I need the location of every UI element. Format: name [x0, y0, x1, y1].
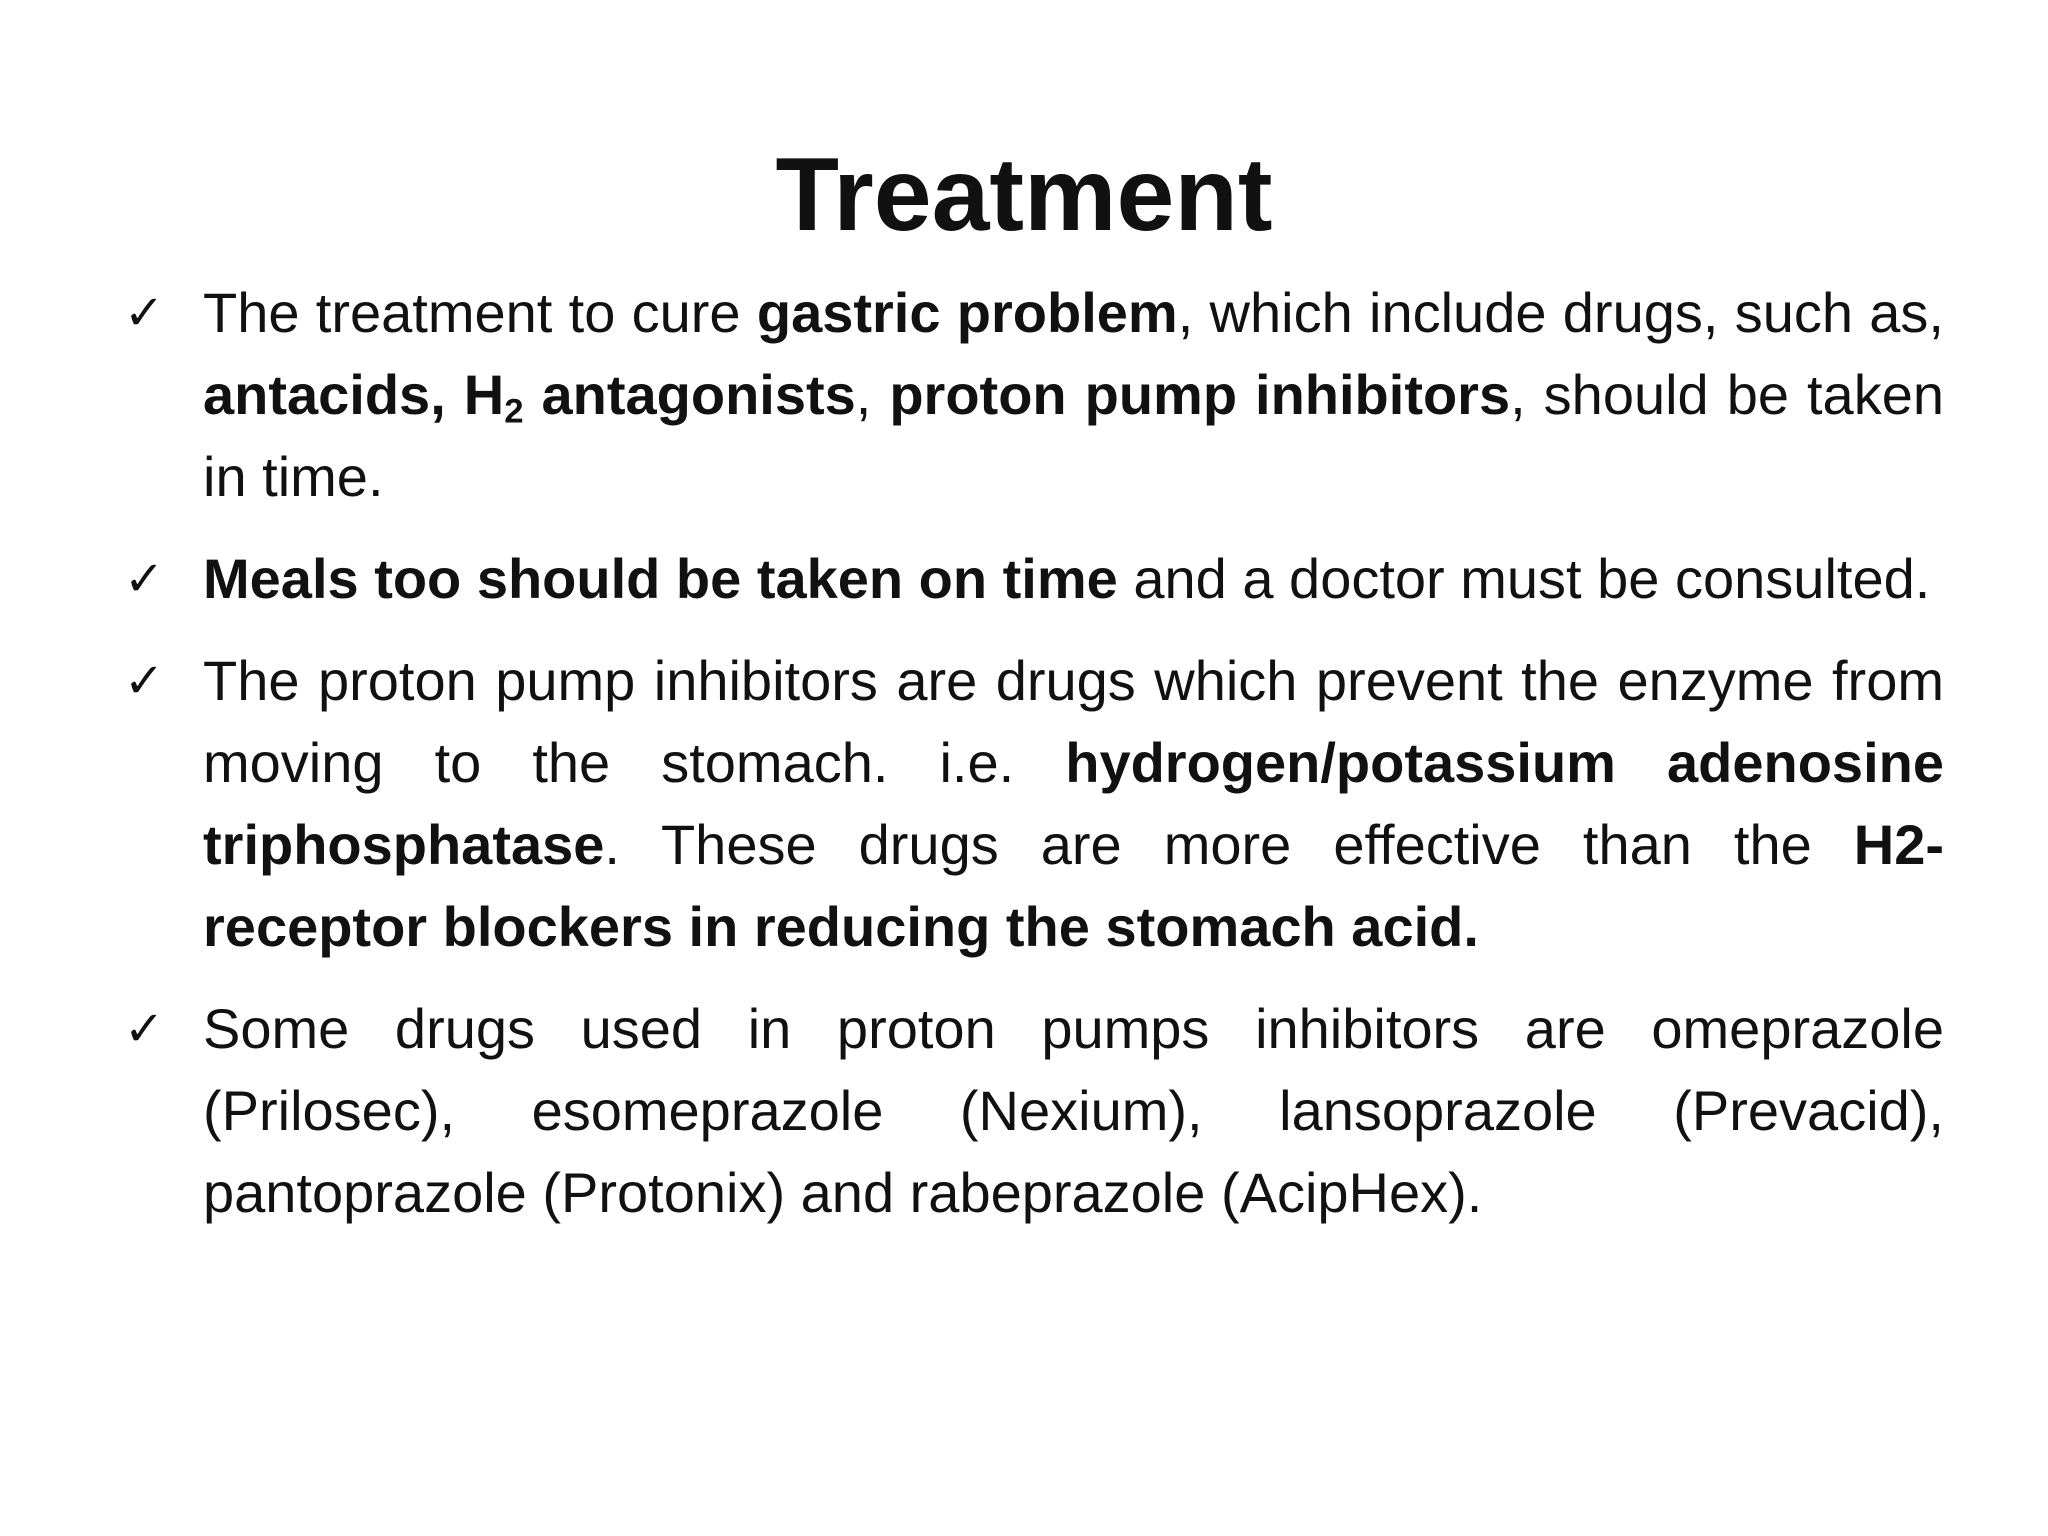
bold-run: proton pump inhibitors — [889, 363, 1511, 426]
text-run: and a doctor must be consulted. — [1117, 547, 1931, 610]
bold-run: Meals too should be taken on time — [203, 547, 1118, 610]
bullet-text — [203, 547, 1930, 610]
bullet-text — [203, 281, 1944, 508]
check-mark-icon: ✓ — [124, 653, 165, 709]
bullet-list — [124, 272, 1944, 1254]
bold-run: gastric problem — [756, 281, 1178, 344]
text-run: . These drugs are more effective than the — [604, 813, 1854, 876]
bullet-item-ppi — [124, 640, 1944, 968]
bullet-text — [203, 997, 1944, 1224]
text-run: , which include drugs, such as, — [1177, 281, 1944, 344]
bold-run: antagonists — [523, 363, 856, 426]
text-run: The proton pump inhibitors are drugs which prevent the enzyme from moving to the stomach. i.e. — [203, 649, 1944, 794]
bullet-item-meals — [124, 538, 1944, 620]
subscript: 2 — [504, 392, 524, 431]
text-run: The treatment to cure — [203, 281, 757, 344]
text-run: Some drugs used in proton pumps inhibitors are omeprazole (Prilosec), esomeprazole (Nexium), lansoprazole (Prevacid), pantoprazole (Protonix) and rabeprazole (AcipHex). — [203, 997, 1944, 1224]
check-mark-icon: ✓ — [124, 285, 165, 341]
bold-run: antacids, H — [203, 363, 505, 426]
text-run: , should be taken in time. — [203, 363, 1944, 508]
bullet-item-drugs — [124, 272, 1944, 518]
bullet-text — [203, 649, 1944, 958]
text-run: , — [855, 363, 890, 426]
bullet-item-drug-names — [124, 988, 1944, 1234]
bold-run: H2-receptor blockers in reducing the stomach acid. — [203, 813, 1944, 958]
check-mark-icon: ✓ — [124, 551, 165, 607]
slide-title: Treatment — [775, 137, 1273, 253]
check-mark-icon: ✓ — [124, 1001, 165, 1057]
bold-run: hydrogen/potassium adenosine triphosphatase — [203, 731, 1944, 876]
